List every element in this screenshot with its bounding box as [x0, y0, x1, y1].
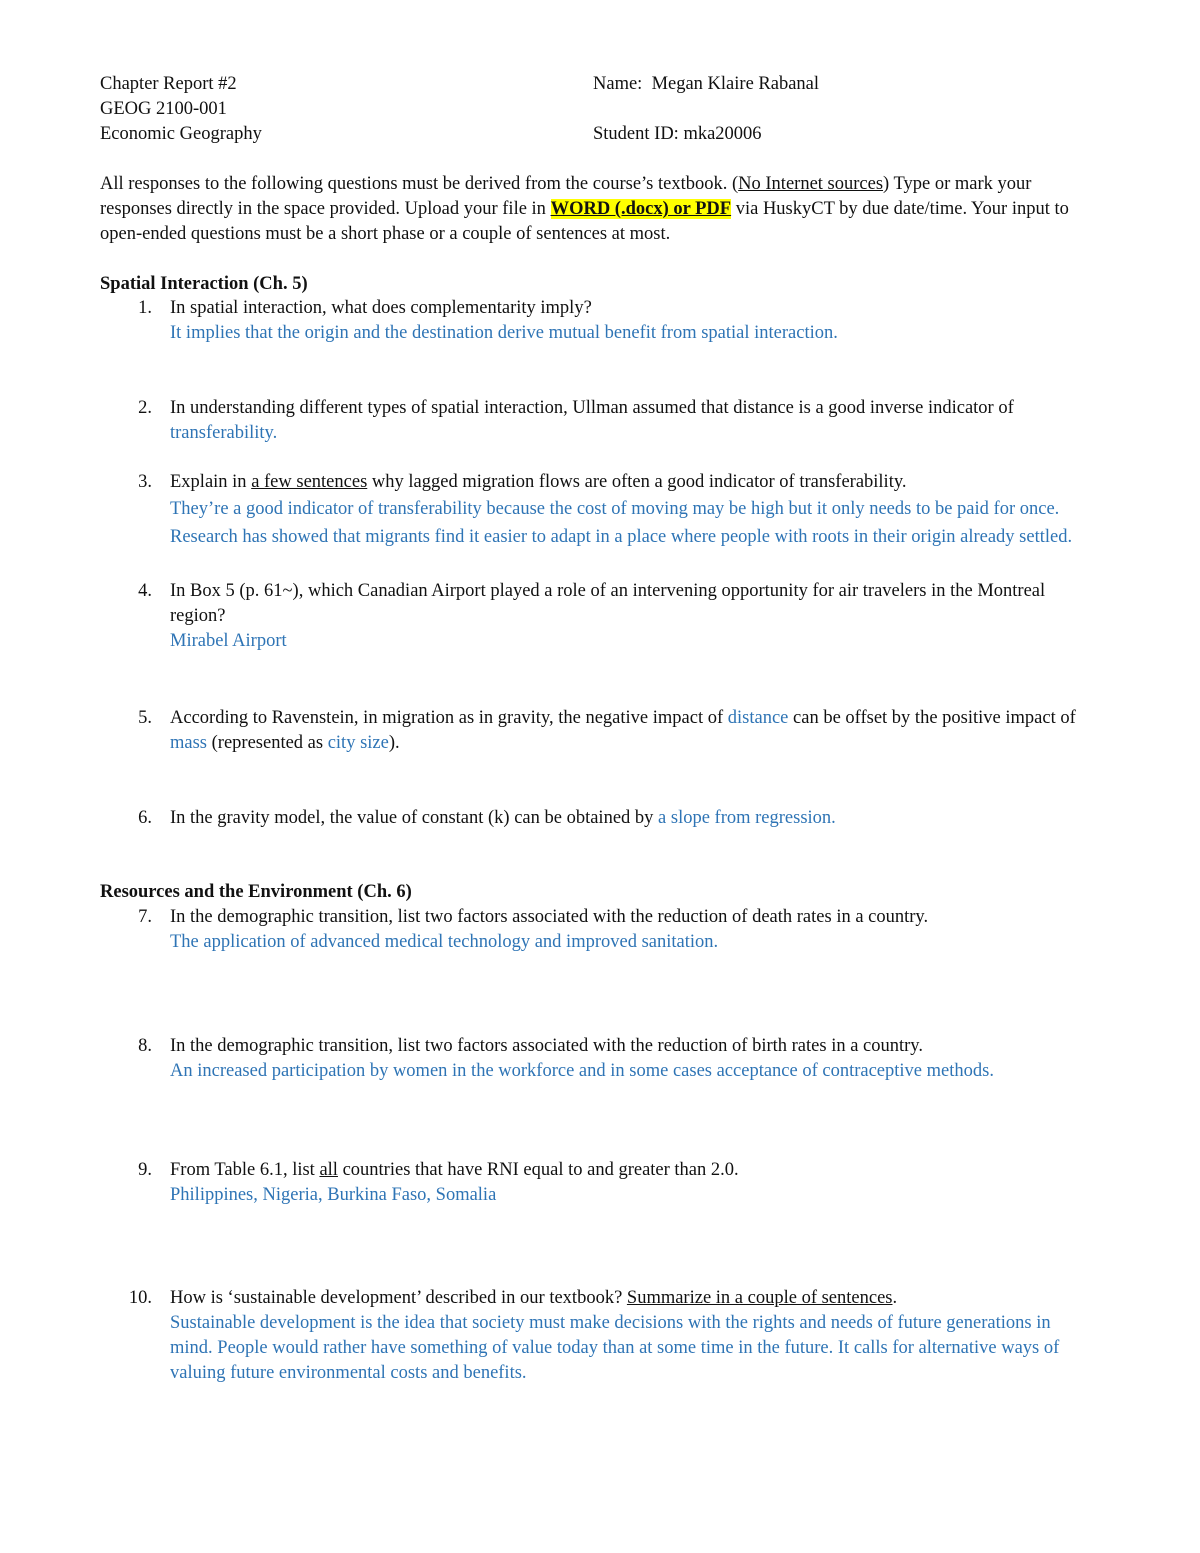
answer-text[interactable]: Philippines, Nigeria, Burkina Faso, Somalia: [170, 1185, 497, 1205]
question-number: 5.: [138, 708, 152, 728]
instructions-paragraph: [100, 172, 1100, 247]
answer-text[interactable]: Mirabel Airport: [170, 631, 287, 651]
answer-text[interactable]: a slope from regression.: [658, 808, 836, 828]
course-name: Economic Geography: [100, 124, 262, 144]
question-text: In spatial interaction, what does complementarity imply?: [170, 298, 592, 318]
student-id: Student ID: mka20006: [593, 124, 762, 144]
question-number: 7.: [138, 907, 152, 927]
question-number: 10.: [128, 1288, 152, 1308]
answer-text[interactable]: transferability.: [170, 423, 278, 443]
name-line: [593, 72, 819, 97]
question-body: [170, 1034, 1090, 1084]
question-number: 2.: [138, 398, 152, 418]
question-number: 4.: [138, 581, 152, 601]
name-label: Name:: [593, 74, 643, 94]
question-number: 9.: [138, 1160, 152, 1180]
question-text: In the demographic transition, list two factors associated with the reduction of birth rates in a country.: [170, 1036, 923, 1056]
answer-mass[interactable]: mass: [170, 733, 207, 753]
question-text: From Table 6.1, list: [170, 1160, 320, 1180]
question-body: [170, 706, 1090, 756]
answer-city-size[interactable]: city size: [327, 733, 389, 753]
file-format-highlight: WORD (.docx) or PDF: [550, 199, 732, 219]
course-report-title: Chapter Report #2: [100, 74, 237, 94]
answer-text[interactable]: It implies that the origin and the destination derive mutual benefit from spatial interaction.: [170, 323, 838, 343]
section-heading-resources: Resources and the Environment (Ch. 6): [100, 882, 412, 902]
question-text-underlined: Summarize in a couple of sentences: [626, 1288, 893, 1308]
question-body: [170, 470, 1100, 551]
instructions-text: via HuskyCT by due date/time. Your input to open-ended questions must be a short phase or a couple of sentences at most.: [100, 199, 1069, 244]
header-spacer: [593, 97, 819, 122]
header-right: [593, 72, 819, 147]
question-body: [170, 1158, 1130, 1208]
question-text: (represented as: [207, 733, 328, 753]
question-text: why lagged migration flows are often a good indicator of transferability.: [367, 472, 907, 492]
question-text: ).: [388, 733, 400, 753]
question-body: [170, 579, 1090, 654]
question-text: In Box 5 (p. 61~), which Canadian Airport played a role of an intervening opportunity for air travelers in the Montreal region?: [170, 581, 1046, 626]
answer-distance[interactable]: distance: [727, 708, 789, 728]
instructions-text: ) Type or mark your responses directly in the space provided. Upload your file in: [100, 174, 1032, 219]
answer-text[interactable]: The application of advanced medical technology and improved sanitation.: [170, 932, 719, 952]
answer-text[interactable]: They’re a good indicator of transferability because the cost of moving may be high but it only needs to be paid for once. Research has showed that migrants find it easier to adapt in a place where people with roots in their origin already settled.: [170, 499, 1073, 547]
question-text-underlined: all: [319, 1160, 338, 1180]
course-code: GEOG 2100-001: [100, 99, 227, 119]
question-number: 1.: [138, 298, 152, 318]
question-text: can be offset by the positive impact of: [788, 708, 1076, 728]
question-body: [170, 396, 1070, 446]
answer-text[interactable]: An increased participation by women in the workforce and in some cases acceptance of contraceptive methods.: [170, 1061, 994, 1081]
question-text-underlined: a few sentences: [251, 472, 368, 492]
question-number: 8.: [138, 1036, 152, 1056]
no-internet-sources: No Internet sources: [738, 174, 884, 194]
question-body: [170, 905, 1130, 955]
instructions-text: All responses to the following questions must be derived from the course’s textbook. (: [100, 174, 739, 194]
question-text: Explain in: [170, 472, 252, 492]
section-heading-spatial: Spatial Interaction (Ch. 5): [100, 274, 308, 294]
question-text: In understanding different types of spatial interaction, Ullman assumed that distance is a good inverse indicator of: [170, 398, 1014, 418]
question-text: In the gravity model, the value of constant (k) can be obtained by: [170, 808, 659, 828]
question-number: 6.: [138, 808, 152, 828]
question-text: .: [892, 1288, 898, 1308]
answer-text[interactable]: Sustainable development is the idea that society must make decisions with the rights and needs of future generations in mind. People would rather have something of value today than at some time in the future. It calls for alternative ways of valuing future environmental costs and benefits.: [170, 1313, 1060, 1383]
question-body: [170, 806, 1130, 831]
student-name: Megan Klaire Rabanal: [651, 74, 820, 94]
header-left: [100, 72, 262, 147]
question-text: countries that have RNI equal to and greater than 2.0.: [337, 1160, 739, 1180]
question-number: 3.: [138, 472, 152, 492]
question-text: In the demographic transition, list two factors associated with the reduction of death rates in a country.: [170, 907, 929, 927]
question-body: [170, 296, 1130, 346]
question-text: How is ‘sustainable development’ described in our textbook?: [170, 1288, 627, 1308]
question-body: [170, 1286, 1095, 1386]
question-text: According to Ravenstein, in migration as in gravity, the negative impact of: [170, 708, 728, 728]
